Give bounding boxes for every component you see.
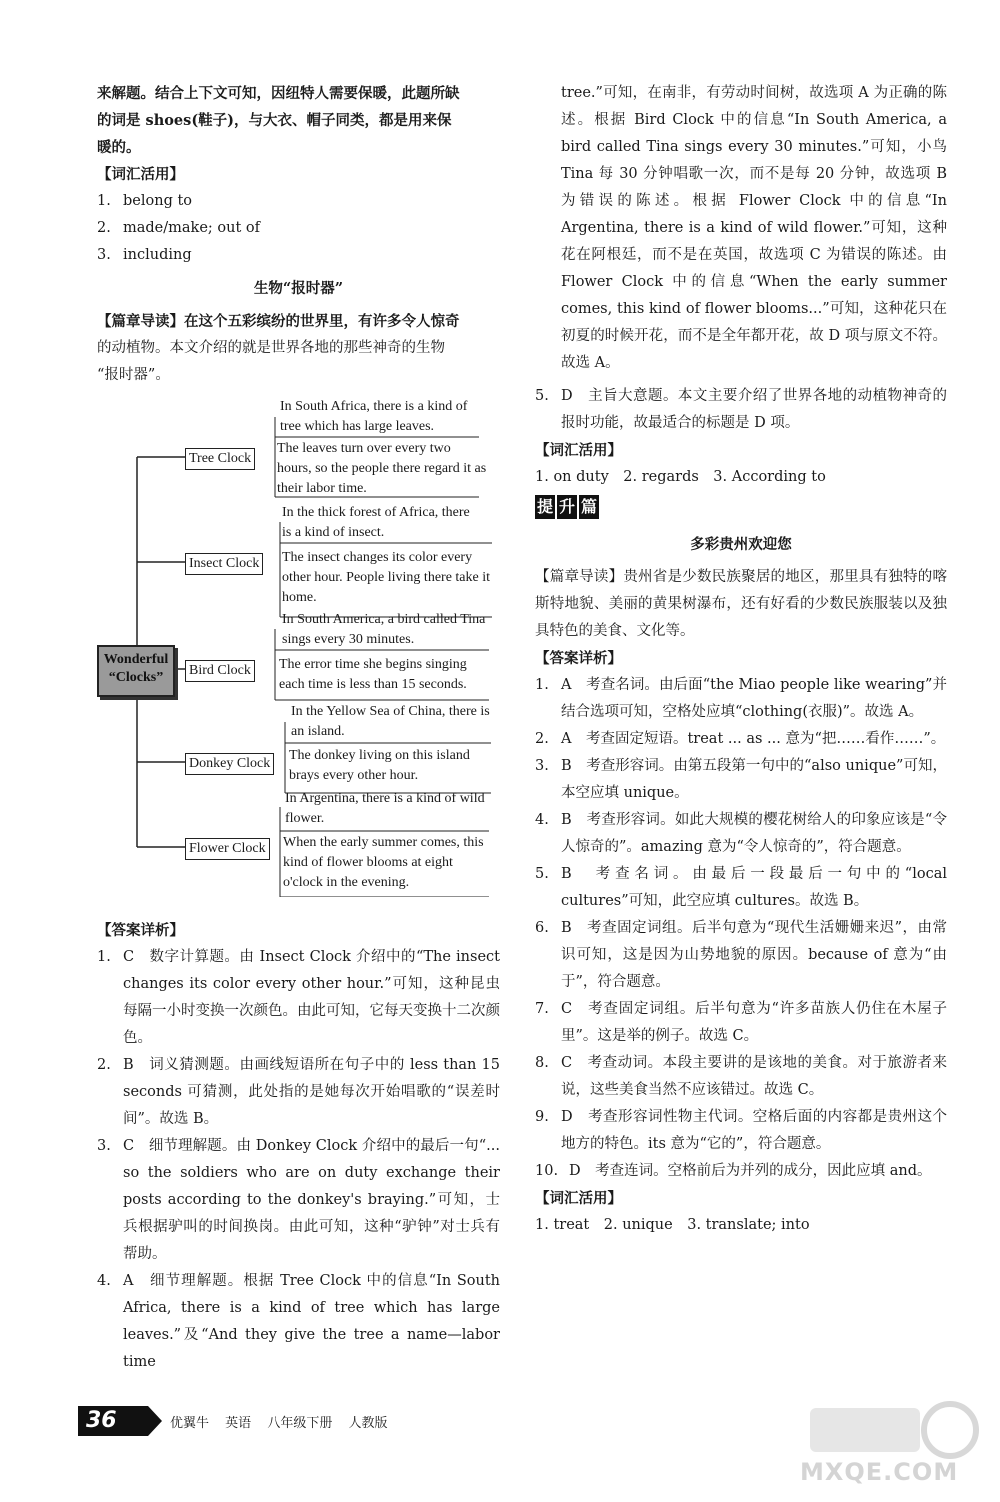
intro-line: 暖的。 — [97, 139, 141, 156]
vocab-heading: 【词汇活用】 — [97, 166, 184, 183]
guide-line: “报时器”。 — [97, 367, 170, 383]
branch-top-text: In the thick forest of Africa, there is a kind of insect. — [282, 505, 470, 540]
article-title: 多彩贵州欢迎您 — [690, 536, 792, 553]
branch-label-insect-clock: Insect Clock — [185, 553, 263, 575]
item-number: 5. — [535, 866, 549, 882]
answer-item — [97, 944, 500, 1052]
branch-top-text: In the Yellow Sea of China, there is an island. — [291, 704, 490, 739]
answer-item — [535, 1158, 947, 1185]
item-text: B 考查形容词。由第五段第一句中的“also unique”可知，本空应填 unique。 — [561, 758, 947, 801]
item-number: 3. — [97, 247, 111, 263]
badge-char: 篇 — [579, 495, 599, 519]
badge-char: 提 — [535, 495, 555, 519]
edition: 人教版 — [348, 1416, 388, 1431]
branch-bottom-text: The insect changes its color every other hour. People living there take it home. — [282, 550, 491, 605]
answer-item — [535, 1050, 947, 1104]
item-number: 2. — [97, 1057, 111, 1073]
answer-item — [535, 672, 947, 726]
item-number: 4. — [535, 812, 549, 828]
item-text: D 考查连词。空格前后为并列的成分，因此应填 and。 — [569, 1163, 932, 1179]
item-number: 2. — [535, 731, 549, 747]
item-text: A 考查名词。由后面“the Miao people like wearing”并结合选项可知，空格处应填“clothing(衣服)”。故选 A。 — [561, 677, 947, 720]
item-number: 3. — [535, 758, 549, 774]
item-text: made/make; out of — [123, 220, 260, 236]
continued-explanation: tree.”可知，在南非，有劳动时间树，故选项 A 为正确的陈述。根据 Bird Clock 中的信息“In South America, a bird called Tina sings every 30 minutes.”可知，小鸟 Tina 每 30 分钟唱歌一次，而不是每 20 分钟，故选项 B 为错误的陈述。根据 Flower Clock 中的信息“In Argentina, there is a kind of wild flower.”可知，这种花在阿根廷，而不是在英国，故选项 C 为错误的陈述。由 Flower Clock 中的信息“When the early summer comes, this kind of flower blooms...”可知，这种花只在初夏的时候开花，而不是全年都开花，故 D 项与原文不符。故选 A。 — [561, 85, 947, 371]
item-number: 2. — [97, 220, 111, 236]
article-title: 生物“报时器” — [253, 280, 344, 297]
vocab-line: 1. treat 2. unique 3. translate; into — [535, 1217, 810, 1233]
vocab-item — [97, 188, 500, 215]
item-text: B 考查固定词组。后半句意为“现代生活姗姗来迟”，由常识可知，这是因为山势地貌的原因。because of 意为“由于”，符合题意。 — [561, 920, 947, 990]
badge-char: 升 — [557, 495, 577, 519]
intro-line: 来解题。结合上下文可知，因纽特人需要保暖，此题所缺 — [97, 85, 460, 102]
item-number: 5. — [535, 388, 549, 404]
branch-label-bird-clock: Bird Clock — [185, 660, 255, 682]
item-number: 7. — [535, 1001, 549, 1017]
item-text: A 细节理解题。根据 Tree Clock 中的信息“In South Africa, there is a kind of tree which has large leaves.”及“And they give the tree a name—labor time — [123, 1273, 500, 1370]
branch-bottom-text: When the early summer comes, this kind of flower blooms at eight o'clock in the evening. — [283, 835, 484, 890]
answer-item — [97, 1268, 500, 1376]
vocab-line: 1. on duty 2. regards 3. According to — [535, 469, 826, 485]
answer-item — [97, 1052, 500, 1133]
item-text: belong to — [123, 193, 193, 209]
item-text: C 数字计算题。由 Insect Clock 介绍中的“The insect changes its color every other hour.”可知，这种昆虫每隔一小时变换一次颜色。由此可知，它每天变换十二次颜色。 — [123, 949, 500, 1046]
intro-line: 的词是 shoes(鞋子)，与大衣、帽子同类，都是用来保 — [97, 112, 452, 129]
footer-info — [170, 1412, 399, 1431]
item-number: 8. — [535, 1055, 549, 1071]
vocab-heading: 【词汇活用】 — [535, 1190, 622, 1207]
item-number: 1. — [535, 677, 549, 693]
left-column — [97, 80, 500, 1376]
item-text: including — [123, 247, 192, 263]
item-text: D 考查形容词性物主代词。空格后面的内容都是贵州这个地方的特色。its 意为“它的”，符合题意。 — [561, 1109, 947, 1152]
item-number: 1. — [97, 949, 111, 965]
answer-item — [535, 726, 947, 753]
branch-label-flower-clock: Flower Clock — [185, 838, 270, 860]
answer-item — [535, 1104, 947, 1158]
watermark-icon — [780, 1400, 980, 1460]
mind-map-diagram — [97, 397, 500, 897]
answer-item — [535, 383, 947, 437]
item-text: C 考查固定词组。后半句意为“许多苗族人仍住在木屋子里”。这是举的例子。故选 C。 — [561, 1001, 947, 1044]
branch-bottom-text: The error time she begins singing each time is less than 15 seconds. — [279, 657, 467, 692]
branch-bottom-text: The donkey living on this island brays every other hour. — [289, 748, 470, 783]
item-number: 3. — [97, 1138, 111, 1154]
branch-label-donkey-clock: Donkey Clock — [185, 753, 274, 775]
item-text: A 考查固定短语。treat ... as ... 意为“把……看作……”。 — [561, 731, 946, 747]
watermark-logo — [780, 1400, 980, 1490]
item-text: B 考查形容词。如此大规模的樱花树给人的印象应该是“令人惊奇的”。amazing 意为“令人惊奇的”，符合题意。 — [561, 812, 947, 855]
branch-bottom-text: The leaves turn over every two hours, so the people there regard it as their labor time. — [277, 441, 487, 496]
section-badge — [535, 495, 601, 519]
vocab-item — [97, 242, 500, 269]
item-text: B 考查名词。由最后一段最后一句中的“local cultures”可知，此空应填 cultures。故选 B。 — [561, 866, 947, 909]
guide-line: 【篇章导读】在这个五彩缤纷的世界里，有许多令人惊奇 — [97, 313, 460, 330]
answers-heading: 【答案详析】 — [97, 922, 184, 939]
branch-top-text: In South Africa, there is a kind of tree which has large leaves. — [280, 399, 468, 434]
answer-item — [535, 807, 947, 861]
answers-heading: 【答案详析】 — [535, 650, 622, 667]
item-text: C 细节理解题。由 Donkey Clock 介绍中的最后一句“... so the soldiers who are on duty exchange their posts according to the donkey's braying.”可知，士兵根据驴叫的时间换岗。由此可知，这种“驴钟”对士兵有帮助。 — [123, 1138, 500, 1262]
vocab-heading: 【词汇活用】 — [535, 442, 622, 459]
answer-item — [535, 753, 947, 807]
page-number: 36 — [86, 1408, 117, 1433]
item-number: 4. — [97, 1273, 111, 1289]
answer-item — [97, 1133, 500, 1268]
item-number: 1. — [97, 193, 111, 209]
diagram-center-node: Wonderful “Clocks” — [97, 645, 175, 697]
item-text: D 主旨大意题。本文主要介绍了世界各地的动植物神奇的报时功能，故最适合的标题是 D 项。 — [561, 388, 947, 431]
answer-item — [535, 996, 947, 1050]
item-number: 9. — [535, 1109, 549, 1125]
branch-label-tree-clock: Tree Clock — [185, 448, 255, 470]
item-text: C 考查动词。本段主要讲的是该地的美食。对于旅游者来说，这些美食当然不应该错过。故选 C。 — [561, 1055, 947, 1098]
answer-item — [535, 861, 947, 915]
branch-top-text: In South America, a bird called Tina sings every 30 minutes. — [282, 612, 486, 647]
watermark-text: MXQE.COM — [800, 1458, 959, 1486]
guide-line: 的动植物。本文介绍的就是世界各地的那些神奇的生物 — [97, 340, 445, 356]
subject: 英语 — [225, 1416, 252, 1431]
item-number: 10. — [535, 1163, 559, 1179]
item-text: B 词义猜测题。由画线短语所在句子中的 less than 15 seconds 可猜测，此处指的是她每次开始唱歌的“误差时间”。故选 B。 — [123, 1057, 500, 1127]
guide-paragraph: 【篇章导读】贵州省是少数民族聚居的地区，那里具有独特的喀斯特地貌、美丽的黄果树瀑布，还有好看的少数民族服装以及独具特色的美食、文化等。 — [535, 569, 947, 639]
grade: 八年级下册 — [267, 1416, 333, 1431]
branch-top-text: In Argentina, there is a kind of wild flower. — [285, 791, 485, 826]
series-name: 优翼牛 — [170, 1416, 210, 1431]
vocab-item — [97, 215, 500, 242]
item-number: 6. — [535, 920, 549, 936]
right-column — [535, 80, 947, 1239]
answer-item — [535, 915, 947, 996]
